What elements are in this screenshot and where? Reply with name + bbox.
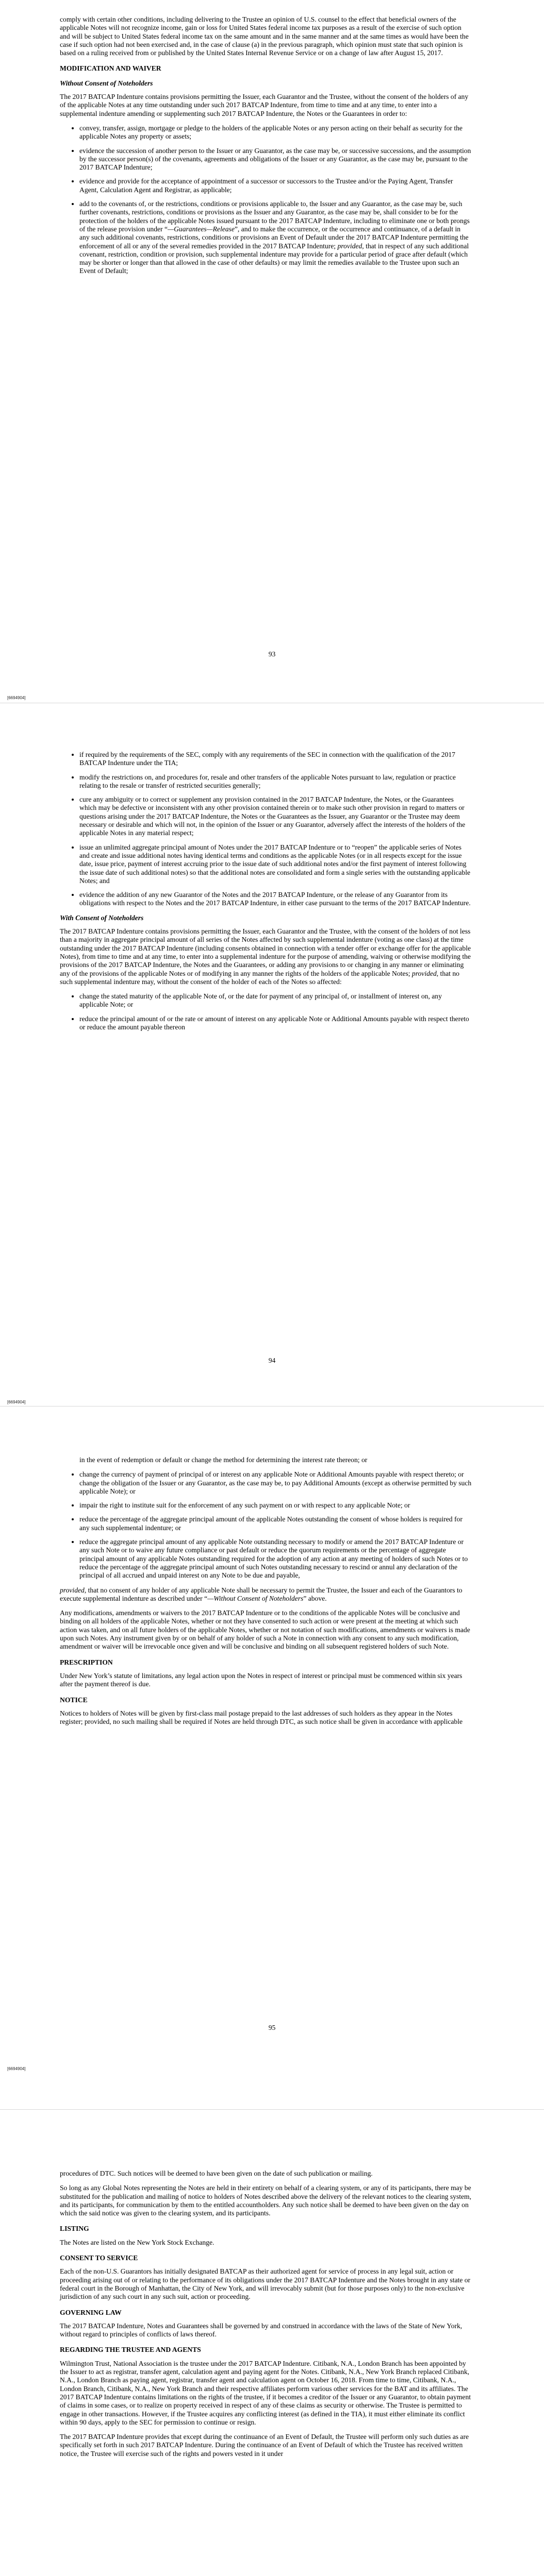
list-item: • issue an unlimited aggregate principal amount of Notes under the 2017 BATCAP Indenture or to “reopen” the applicable series of Notes and create and issue additional notes having identical terms and conditions as the applicable Notes (or in all respects except for the issue date, issue price, payment of interest accruing prior to the issue date of such additional notes and/or the first payment of interest following the issue date of such additional notes) so that the additional notes are consolidated and form a single series with the outstanding applicable Notes; and: [79, 843, 472, 885]
paragraph: Under New York’s statute of limitations, any legal action upon the Notes in respect of interest or principal must be commenced within six years after the payment thereof is due.: [60, 1671, 463, 1688]
page-number: 93: [268, 650, 276, 658]
list-item: [79, 200, 472, 276]
section-heading-trustee: REGARDING THE TRUSTEE AND AGENTS: [60, 2346, 201, 2354]
paragraph: [60, 1586, 472, 1603]
subheading-with-consent: With Consent of Noteholders: [60, 913, 144, 922]
bullet-list: [60, 992, 472, 1031]
list-item: • evidence the addition of any new Guarantor of the Notes and the 2017 BATCAP Indenture, or the release of any Guarantor from its obligations with respect to the Notes and the 2017 BATCAP Indenture, in either case pursuant to the terms of the 2017 BATCAP Indenture.: [79, 891, 472, 908]
cross-reference: —Without Consent of Noteholders: [207, 1594, 304, 1602]
continued-text: procedures of DTC. Such notices will be deemed to have been given on the date of such publication or mailing.: [60, 2170, 373, 2177]
list-item: • change the currency of payment of principal of or interest on any applicable Note or Additional Amounts payable with respect thereto; or change the obligation of the Issuer or any Guarantor, as the case may be, to pay Additional Amounts (except as otherwise permitted by such applicable Note); or: [79, 1470, 472, 1496]
paragraph: The 2017 BATCAP Indenture, Notes and Guarantees shall be governed by and construed in accordance with the laws of the State of New York, without regard to principles of conflicts of laws thereof.: [60, 2321, 463, 2338]
page-content: [60, 2170, 472, 2464]
section-heading-notice: NOTICE: [60, 1696, 88, 1704]
page-96: [0, 2110, 544, 2576]
text-run: , that no consent of any holder of any applicable Note shall be necessary to permit the Trustee, the Issuer and each of the Guarantors to execute supplemental indenture as described under “: [60, 1586, 463, 1602]
page-content: [60, 15, 472, 282]
paragraph: [60, 927, 472, 986]
paragraph: Notices to holders of Notes will be given by first-class mail postage prepaid to the last addresses of such holders as they appear in the Notes register; provided, no such mailing shall be required if Notes are held through DTC, as such notice shall be given in accordance with applicable: [60, 1709, 463, 1726]
list-item: • reduce the percentage of the aggregate principal amount of the applicable Notes outstanding the consent of whose holders is required for any such supplemental indenture; or: [79, 1515, 472, 1532]
list-item: • cure any ambiguity or to correct or supplement any provision contained in the 2017 BATCAP Indenture, the Notes, or the Guarantees which may be defective or inconsistent with any other provision contained therein or to make such other provision in regard to matters or questions arising under the 2017 BATCAP Indenture, the Notes or the Guarantees as the Issuer, any Guarantor or the Trustee may deem necessary or desirable and which will not, in the opinion of the Issuer or any Guarantor, adversely affect the interests of the holders of the applicable Notes in any material respect;: [79, 795, 472, 837]
list-item: • convey, transfer, assign, mortgage or pledge to the holders of the applicable Notes or any person acting on their behalf as security for the applicable Notes any property or assets;: [79, 124, 472, 141]
subheading-without-consent: Without Consent of Noteholders: [60, 79, 153, 87]
section-heading-listing: LISTING: [60, 2225, 89, 2233]
section-heading-consent: CONSENT TO SERVICE: [60, 2254, 138, 2262]
text-run: add to the covenants of, or the restrictions, conditions or provisions applicable to, the Issuer and any Guarantor, as the case may be, such further covenants, restrictions, conditions or provisions as the Issuer and any Guarantor, as the case may be, shall consider to be for the protection of the holders of the applicable Notes issued pursuant to the 2017 BATCAP Indenture, including to eliminate one or both prongs of the release provision under “: [79, 200, 470, 233]
paragraph: So long as any Global Notes representing the Notes are held in their entirety on behalf of a clearing system, or any of its participants, there may be substituted for the publication and mailing of notice to holders of Notes described above the delivery of the relevant notices to the clearing system, and its participants, for communication by them to the entitled accountholders. Any such notice shall be deemed to have been given on the day on which the said notice was given to the clearing system, and its participants.: [60, 2184, 472, 2217]
list-item: • reduce the principal amount of or the rate or amount of interest on any applicable Note or Additional Amounts payable with respect thereto or reduce the amount payable thereon: [79, 1015, 472, 1032]
paragraph: Wilmington Trust, National Association is the trustee under the 2017 BATCAP Indenture. Citibank, N.A., London Branch has been appointed by the Issuer to act as registrar, transfer agent, calculation agent and paying agent for the Notes. Citibank, N.A., New York Branch replaced Citibank, N.A., London Branch as paying agent, registrar, transfer agent and calculation agent on October 16, 2018. From time to time, Citibank, N.A., London Branch, Citibank, N.A., New York Branch and their respective affiliates perform various other services for the BAT and its affiliates. The 2017 BATCAP Indenture contains limitations on the rights of the trustee, if it becomes a creditor of the Issuer or any Guarantor, to obtain payment of claims in some cases, or to realize on property received in respect of any of these claims as security or otherwise. The Trustee is permitted to engage in other transactions. However, if the Trustee acquires any conflicting interest (as defined in the TIA), it must either eliminate its conflict within 90 days, apply to the SEC for permission to continue or resign.: [60, 2359, 471, 2426]
list-item: • impair the right to institute suit for the enforcement of any such payment on or with respect to any applicable Note; or: [79, 1501, 472, 1510]
page-number: 94: [268, 1357, 276, 1364]
section-heading-prescription: PRESCRIPTION: [60, 1658, 113, 1666]
list-item: • evidence the succession of another person to the Issuer or any Guarantor, as the case may be, or successive successions, and the assumption by the successor person(s) of the covenants, agreements and obligations of the Issuer or any Guarantor, as the case may be, pursuant to the 2017 BATCAP Indenture;: [79, 147, 472, 172]
emphasis-provided: provided: [60, 1586, 85, 1594]
list-item: • evidence and provide for the acceptance of appointment of a successor or successors to the Trustee and/or the Paying Agent, Transfer Agent, Calculation Agent and Registrar, as applicable;: [79, 177, 472, 194]
section-heading-governing-law: GOVERNING LAW: [60, 2308, 122, 2316]
page-content: [60, 751, 472, 1038]
page-content: [60, 1456, 472, 1732]
bullet-list: [60, 124, 472, 276]
list-item: • if required by the requirements of the SEC, comply with any requirements of the SEC in connection with the qualification of the 2017 BATCAP Indenture under the TIA;: [79, 751, 472, 768]
bullet-list: [60, 751, 472, 908]
list-item: • modify the restrictions on, and procedures for, resale and other transfers of the applicable Notes pursuant to law, regulation or practice relating to the resale or transfer of restricted securities generally;: [79, 773, 472, 790]
continued-text: in the event of redemption or default or change the method for determining the interest rate thereon; or: [79, 1456, 368, 1464]
emphasis-provided: provided: [411, 969, 437, 977]
page-number: 95: [268, 2024, 276, 2031]
text-run: , that no such supplemental indenture may, without the consent of the holder of each of the Notes so affected:: [60, 969, 459, 986]
bullet-list: [60, 1470, 472, 1580]
text-run: , that in respect of any such additional covenant, restriction, condition or provision, such supplemental indenture may provide for a particular period of grace after default (which may be shorter or longer than that allowed in the case of other defaults) or may limit the remedies available to the Trustee upon such an Event of Default;: [79, 242, 469, 275]
paragraph: Each of the non-U.S. Guarantors has initially designated BATCAP as their authorized agent for service of process in any legal suit, action or proceeding arising out of or relating to the performance of its obligations under the 2017 BATCAP Indenture and the Notes brought in any state or federal court in the Borough of Manhattan, the City of New York, and will irrevocably submit (but for those purposes only) to the non-exclusive jurisdiction of any such court in any such suit, action or proceeding.: [60, 2267, 471, 2301]
section-heading-modification: MODIFICATION AND WAIVER: [60, 64, 161, 73]
list-item: • change the stated maturity of the applicable Note of, or the date for payment of any principal of, or installment of interest on, any applicable Note; or: [79, 992, 472, 1009]
paragraph: The 2017 BATCAP Indenture contains provisions permitting the Issuer, each Guarantor and the Trustee, without the consent of the holders of any of the applicable Notes at any time outstanding under such 2017 BATCAP Indenture, from time to time and at any time, to enter into a supplemental indenture amending or supplementing such 2017 BATCAP Indenture, the Notes or the Guarantees in order to:: [60, 93, 469, 117]
paragraph: The Notes are listed on the New York Stock Exchange.: [60, 2238, 215, 2246]
document-id: [6694904]: [7, 696, 26, 700]
page-95: [0, 1406, 544, 2110]
text-run: ” above.: [303, 1594, 327, 1602]
page-94: [0, 703, 544, 1406]
document-id: [6694904]: [7, 1400, 26, 1404]
intro-paragraph: comply with certain other conditions, including delivering to the Trustee an opinion of U.S. counsel to the effect that beneficial owners of the applicable Notes will not recognize income, gain or loss for United States federal income tax purposes as a result of the exercise of such option and will be subject to United States federal income tax on the same amount and in the same manner and at the same times as would have been the case if such option had not been exercised and, in the case of clause (a) in the previous paragraph, which opinion must state that such opinion is based on a ruling received from or published by the United States Internal Revenue Service or on a change of law after August 15, 2017.: [60, 15, 469, 57]
text-run: ”, and to make the occurrence, or the occurrence and continuance, of a default in any such additional covenants, restrictions, conditions or provisions an Event of Default under the 2017 BATCAP Indenture permitting the enforcement of all or any of the several remedies provided in the 2017 BATCAP Indenture;: [79, 225, 469, 250]
document-id: [6694904]: [7, 2066, 26, 2071]
page-93: [0, 0, 544, 703]
list-item: • reduce the aggregate principal amount of any applicable Note outstanding necessary to modify or amend the 2017 BATCAP Indenture or any such Note or to waive any future compliance or past default or reduce the quorum requirements or the percentage of aggregate principal amount of any applicable Notes outstanding required for the adoption of any action at any meeting of holders of such Notes or to reduce the percentage of the aggregate principal amount of such Notes outstanding necessary to rescind or annul any declaration of the principal of all accrued and unpaid interest on any Note to be due and payable,: [79, 1538, 472, 1580]
cross-reference: —Guarantees—Release: [168, 225, 235, 233]
text-run: The 2017 BATCAP Indenture contains provisions permitting the Issuer, each Guarantor and the Trustee, with the consent of the holders of not less than a majority in aggregate principal amount of all series of the Notes affected by such supplemental indenture (voting as one class) at the time outstanding under the 2017 BATCAP Indenture (including consents obtained in connection with a tender offer or exchange offer for the applicable Notes), from time to time and at any time, to enter into a supplemental indenture for the purpose of amending, waiving or otherwise modifying the provisions of the 2017 BATCAP Indenture, the Notes and the Guarantees, or adding any provisions to or changing in any manner or eliminating any of the provisions of the applicable Notes or of modifying in any manner the rights of the holders of the applicable Notes;: [60, 927, 471, 977]
paragraph: The 2017 BATCAP Indenture provides that except during the continuance of an Event of Default, the Trustee will perform only such duties as are specifically set forth in such 2017 BATCAP Indenture. During the continuance of an Event of Default of which the Trustee has received written notice, the Trustee will exercise such of the rights and powers vested in it under: [60, 2433, 469, 2458]
emphasis-provided: provided: [337, 242, 362, 250]
paragraph: Any modifications, amendments or waivers to the 2017 BATCAP Indenture or to the conditions of the applicable Notes will be conclusive and binding on all holders of the applicable Notes, whether or not they have consented to such action or were present at the meeting at which such action was taken, and on all future holders of the applicable Notes, whether or not notation of such modifications, amendments or waivers is made upon such Notes. Any instrument given by or on behalf of any holder of such a Note in connection with any consent to any such modification, amendment or waiver will be irrevocable once given and will be conclusive and binding on all subsequent registered holders of such Note.: [60, 1609, 470, 1651]
